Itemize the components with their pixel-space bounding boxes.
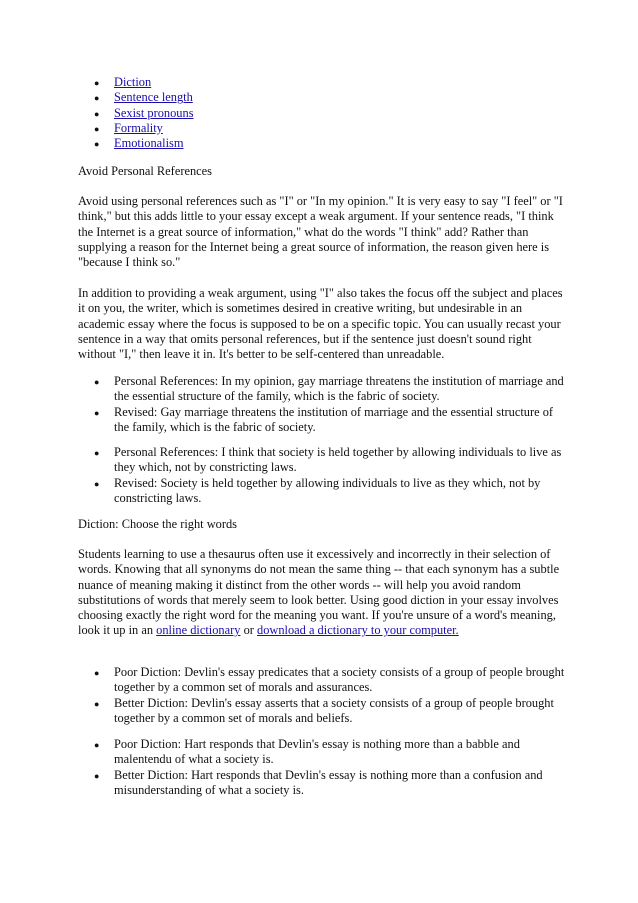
list-item [78,374,566,405]
bullet-icon: ● [94,478,100,489]
example-text: Poor Diction: Devlin's essay predicates that a society consists of a group of people brought together by a common set of morals and assurances. [114,665,565,695]
topic-link-list [78,75,194,151]
connector-text: or [243,623,254,638]
bullet-icon: ● [94,668,100,678]
section-heading-diction: Diction: Choose the right words [78,517,237,531]
paragraph-personal-references-2: In addition to providing a weak argument, using "I" also takes the focus off the subject and places it on you, the writer, which is sometimes desired in creative writing, but undesirable in an academic essay where the focus is supposed to be on a specific topic. You can usually recast your sentence in a way that omits personal references, but if the sentence just doesn't sound right without "I," then leave it in. It's better to be self-centered than unreadable. [78,286,563,362]
example-list-1 [78,374,566,435]
bullet-icon: ● [94,139,100,150]
paragraph-text: Students learning to use a thesaurus often use it excessively and incorrectly in their selection of words. Knowing that all synonyms do not mean the same thing -- that each synonym has a subtle nuance of meaning making it distinct from the other words -- will help you avoid random substitutions of words that merely seem to look better. Using good diction in your essay involves choosing exactly the right word for the meaning you want. If you're unsure of a word's meaning, look it up in an [78,547,560,638]
link-sentence-length[interactable]: Sentence length [114,90,193,105]
link-sexist-pronouns[interactable]: Sexist pronouns [114,105,194,120]
link-diction[interactable]: Diction [114,75,152,89]
bullet-icon: ● [94,407,100,418]
bullet-icon: ● [94,770,100,781]
list-item [78,90,194,105]
list-item [78,405,566,436]
list-item [78,121,194,136]
example-text: Revised: Gay marriage threatens the institution of marriage and the essential structure of the family, which is the fabric of society. [114,404,554,434]
bullet-icon: ● [94,698,100,709]
bullet-icon: ● [94,123,100,134]
list-item [78,696,566,727]
example-list-3 [78,665,566,726]
bullet-icon: ● [94,377,100,387]
list-item [78,768,566,799]
list-item [78,75,194,90]
example-text: Personal References: I think that society is held together by allowing individuals to live as they which, not by constricting laws. [114,445,562,475]
example-text: Better Diction: Devlin's essay asserts that a society consists of a group of people brought together by a common set of morals and beliefs. [114,695,554,725]
bullet-icon: ● [94,448,100,458]
bullet-icon: ● [94,78,100,88]
link-formality[interactable]: Formality [114,120,163,135]
list-item [78,445,566,476]
example-text: Personal References: In my opinion, gay marriage threatens the institution of marriage and the essential structure of the family, which is the fabric of society. [114,374,564,404]
example-text: Poor Diction: Hart responds that Devlin's essay is nothing more than a babble and malentendu of what a society is. [114,737,520,767]
example-text: Revised: Society is held together by allowing individuals to live as they which, not by constricting laws. [114,475,541,505]
link-download-dictionary[interactable]: download a dictionary to your computer. [257,623,459,638]
example-text: Better Diction: Hart responds that Devlin's essay is nothing more than a confusion and misunderstanding of what a society is. [114,767,543,797]
list-item [78,476,566,507]
list-item [78,665,566,696]
link-online-dictionary[interactable]: online dictionary [156,623,241,638]
list-item [78,136,194,151]
paragraph-diction [78,547,566,639]
list-item [78,737,566,768]
bullet-icon: ● [94,108,100,119]
paragraph-personal-references-1: Avoid using personal references such as "I" or "In my opinion." It is very easy to say "I feel" or "I think," but this adds little to your essay except a weak argument. If your sentence reads, "I think the Internet is a great source of information," what do the words "I think" add? Rather than supplying a reason for the Internet being a great source of information, the reason given here is "because I think so." [78,194,563,270]
example-list-2 [78,445,566,506]
bullet-icon: ● [94,740,100,750]
example-list-4 [78,737,566,798]
bullet-icon: ● [94,93,100,104]
section-heading-personal-references: Avoid Personal References [78,164,212,178]
link-emotionalism[interactable]: Emotionalism [114,136,184,151]
list-item [78,106,194,121]
